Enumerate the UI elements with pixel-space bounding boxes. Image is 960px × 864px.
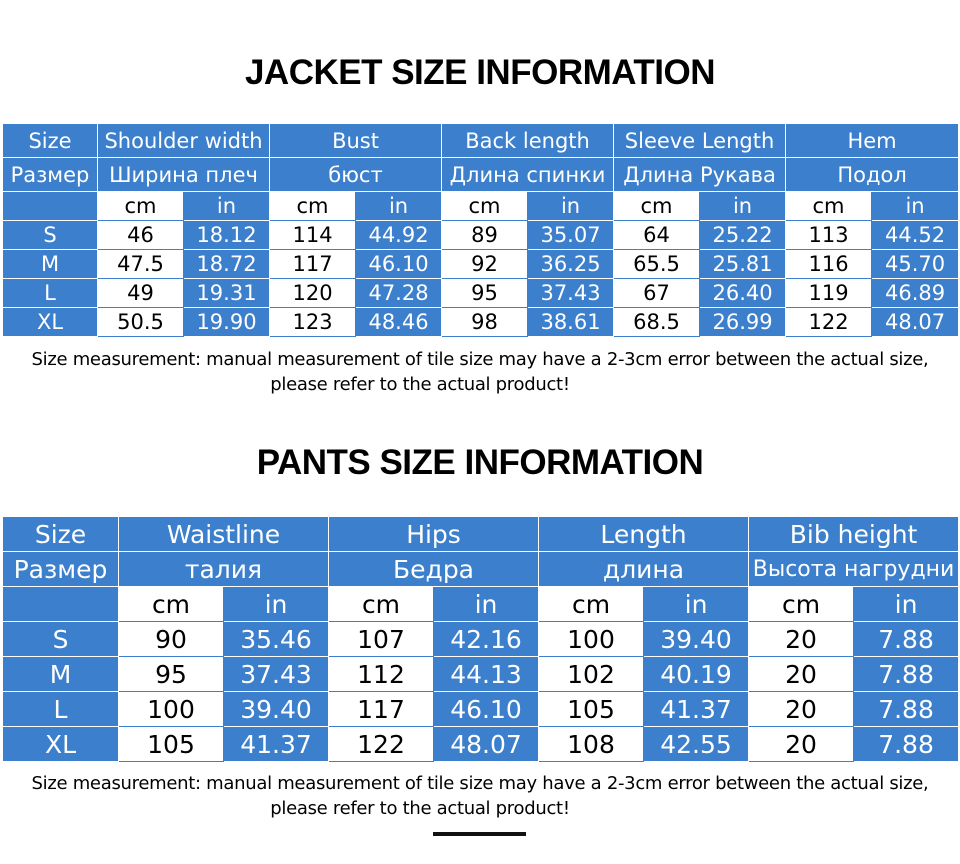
jacket-value-cm: 92	[442, 250, 528, 279]
jacket-header-size: Size	[3, 124, 98, 158]
pants-row-s	[3, 622, 959, 657]
pants-value-in: 39.40	[644, 622, 749, 657]
jacket-value-in: 19.90	[184, 308, 270, 337]
jacket-value-in: 46.10	[356, 250, 442, 279]
pants-header-waistline: Waistline	[119, 517, 329, 552]
jacket-header-hem: Hem	[786, 124, 959, 158]
jacket-value-in: 38.61	[528, 308, 614, 337]
jacket-value-in: 18.12	[184, 221, 270, 250]
jacket-value-in: 47.28	[356, 279, 442, 308]
jacket-unit-cm: cm	[442, 192, 528, 221]
pants-value-cm: 20	[749, 622, 854, 657]
jacket-header-ru-hem: Подол	[786, 158, 959, 192]
pants-row-l	[3, 692, 959, 727]
jacket-unit-in: in	[184, 192, 270, 221]
pants-size-cell: M	[3, 657, 119, 692]
pants-size-note	[0, 771, 960, 821]
jacket-value-cm: 120	[270, 279, 356, 308]
jacket-value-cm: 122	[786, 308, 872, 337]
pants-value-cm: 105	[539, 692, 644, 727]
jacket-value-cm: 113	[786, 221, 872, 250]
pants-row-xl	[3, 727, 959, 762]
jacket-value-cm: 117	[270, 250, 356, 279]
jacket-header-sleeve: Sleeve Length	[614, 124, 786, 158]
jacket-header-back-length: Back length	[442, 124, 614, 158]
jacket-value-cm: 46	[98, 221, 184, 250]
jacket-note-line1: Size measurement: manual measurement of tile size may have a 2-3cm error between the actual size,	[31, 349, 929, 370]
jacket-value-cm: 49	[98, 279, 184, 308]
jacket-header-ru-size: Размер	[3, 158, 98, 192]
pants-value-cm: 112	[329, 657, 434, 692]
jacket-unit-empty	[3, 192, 98, 221]
jacket-unit-in: in	[700, 192, 786, 221]
jacket-title: JACKET SIZE INFORMATION	[244, 53, 716, 92]
pants-unit-cm: cm	[539, 587, 644, 622]
jacket-value-cm: 65.5	[614, 250, 700, 279]
jacket-value-in: 25.22	[700, 221, 786, 250]
jacket-value-cm: 123	[270, 308, 356, 337]
pants-header-ru-waistline: талия	[119, 552, 329, 587]
jacket-value-in: 37.43	[528, 279, 614, 308]
jacket-value-cm: 67	[614, 279, 700, 308]
jacket-row-s	[3, 221, 959, 250]
pants-unit-cm: cm	[329, 587, 434, 622]
pants-value-in: 7.88	[854, 622, 959, 657]
pants-value-in: 42.16	[434, 622, 539, 657]
jacket-note-line2: please refer to the actual product!	[270, 374, 570, 395]
jacket-unit-cm: cm	[98, 192, 184, 221]
jacket-size-cell: S	[3, 221, 98, 250]
pants-note-line1: Size measurement: manual measurement of tile size may have a 2-3cm error between the actual size,	[31, 773, 929, 794]
pants-value-in: 46.10	[434, 692, 539, 727]
pants-title: PANTS SIZE INFORMATION	[256, 443, 704, 482]
pants-value-cm: 102	[539, 657, 644, 692]
pants-unit-in: in	[644, 587, 749, 622]
pants-unit-cm: cm	[119, 587, 224, 622]
pants-header-ru-row	[3, 552, 959, 587]
jacket-value-cm: 98	[442, 308, 528, 337]
jacket-unit-in: in	[356, 192, 442, 221]
jacket-row-xl	[3, 308, 959, 337]
jacket-unit-cm: cm	[786, 192, 872, 221]
jacket-header-ru-bust: бюст	[270, 158, 442, 192]
jacket-value-in: 35.07	[528, 221, 614, 250]
pants-header-en-row	[3, 517, 959, 552]
pants-header-ru-bib-height: Высота нагрудни	[749, 552, 959, 587]
jacket-value-in: 46.89	[872, 279, 959, 308]
pants-value-cm: 20	[749, 727, 854, 762]
jacket-header-shoulder: Shoulder width	[98, 124, 270, 158]
jacket-header-ru-row	[3, 158, 959, 192]
jacket-header-en-row	[3, 124, 959, 158]
pants-note-line2: please refer to the actual product!	[270, 798, 570, 819]
pants-value-cm: 20	[749, 657, 854, 692]
pants-size-table	[2, 516, 959, 762]
pants-value-cm: 100	[539, 622, 644, 657]
jacket-size-cell: L	[3, 279, 98, 308]
jacket-value-cm: 47.5	[98, 250, 184, 279]
jacket-value-in: 26.99	[700, 308, 786, 337]
jacket-header-ru-sleeve: Длина Рукава	[614, 158, 786, 192]
pants-value-cm: 108	[539, 727, 644, 762]
jacket-value-in: 44.92	[356, 221, 442, 250]
jacket-value-in: 44.52	[872, 221, 959, 250]
pants-unit-in: in	[224, 587, 329, 622]
jacket-value-cm: 89	[442, 221, 528, 250]
pants-value-in: 48.07	[434, 727, 539, 762]
jacket-row-l	[3, 279, 959, 308]
pants-value-cm: 90	[119, 622, 224, 657]
pants-unit-in: in	[854, 587, 959, 622]
pants-value-cm: 100	[119, 692, 224, 727]
jacket-unit-in: in	[872, 192, 959, 221]
pants-size-cell: L	[3, 692, 119, 727]
pants-value-cm: 20	[749, 692, 854, 727]
pants-size-cell: XL	[3, 727, 119, 762]
jacket-header-bust: Bust	[270, 124, 442, 158]
jacket-value-in: 26.40	[700, 279, 786, 308]
pants-header-ru-size: Размер	[3, 552, 119, 587]
jacket-value-cm: 50.5	[98, 308, 184, 337]
pants-header-bib-height: Bib height	[749, 517, 959, 552]
pants-value-in: 41.37	[224, 727, 329, 762]
pants-header-ru-length: длина	[539, 552, 749, 587]
jacket-value-cm: 68.5	[614, 308, 700, 337]
pants-value-in: 40.19	[644, 657, 749, 692]
pants-header-ru-hips: Бедра	[329, 552, 539, 587]
jacket-value-in: 36.25	[528, 250, 614, 279]
pants-row-m	[3, 657, 959, 692]
pants-unit-in: in	[434, 587, 539, 622]
jacket-size-cell: XL	[3, 308, 98, 337]
jacket-unit-in: in	[528, 192, 614, 221]
pants-value-in: 37.43	[224, 657, 329, 692]
pants-value-in: 7.88	[854, 692, 959, 727]
jacket-size-cell: M	[3, 250, 98, 279]
jacket-header-ru-back-length: Длина спинки	[442, 158, 614, 192]
pants-value-cm: 95	[119, 657, 224, 692]
pants-value-in: 42.55	[644, 727, 749, 762]
jacket-value-in: 45.70	[872, 250, 959, 279]
pants-value-cm: 105	[119, 727, 224, 762]
pants-value-cm: 117	[329, 692, 434, 727]
jacket-unit-cm: cm	[270, 192, 356, 221]
pants-value-in: 35.46	[224, 622, 329, 657]
pants-unit-empty	[3, 587, 119, 622]
jacket-row-m	[3, 250, 959, 279]
pants-header-size: Size	[3, 517, 119, 552]
pants-value-cm: 122	[329, 727, 434, 762]
jacket-size-table	[2, 123, 959, 337]
jacket-value-cm: 114	[270, 221, 356, 250]
pants-unit-row	[3, 587, 959, 622]
pants-value-in: 44.13	[434, 657, 539, 692]
jacket-unit-cm: cm	[614, 192, 700, 221]
jacket-unit-row	[3, 192, 959, 221]
jacket-value-in: 19.31	[184, 279, 270, 308]
jacket-header-ru-shoulder: Ширина плеч	[98, 158, 270, 192]
jacket-value-cm: 95	[442, 279, 528, 308]
pants-size-cell: S	[3, 622, 119, 657]
jacket-value-cm: 64	[614, 221, 700, 250]
jacket-value-cm: 116	[786, 250, 872, 279]
pants-value-in: 7.88	[854, 727, 959, 762]
jacket-value-in: 25.81	[700, 250, 786, 279]
pants-unit-cm: cm	[749, 587, 854, 622]
pants-value-in: 39.40	[224, 692, 329, 727]
jacket-value-in: 48.07	[872, 308, 959, 337]
pants-header-length: Length	[539, 517, 749, 552]
pants-header-hips: Hips	[329, 517, 539, 552]
jacket-value-in: 48.46	[356, 308, 442, 337]
jacket-value-cm: 119	[786, 279, 872, 308]
bottom-divider	[433, 832, 526, 836]
pants-value-in: 7.88	[854, 657, 959, 692]
jacket-size-note	[0, 347, 960, 397]
pants-value-cm: 107	[329, 622, 434, 657]
jacket-value-in: 18.72	[184, 250, 270, 279]
pants-value-in: 41.37	[644, 692, 749, 727]
